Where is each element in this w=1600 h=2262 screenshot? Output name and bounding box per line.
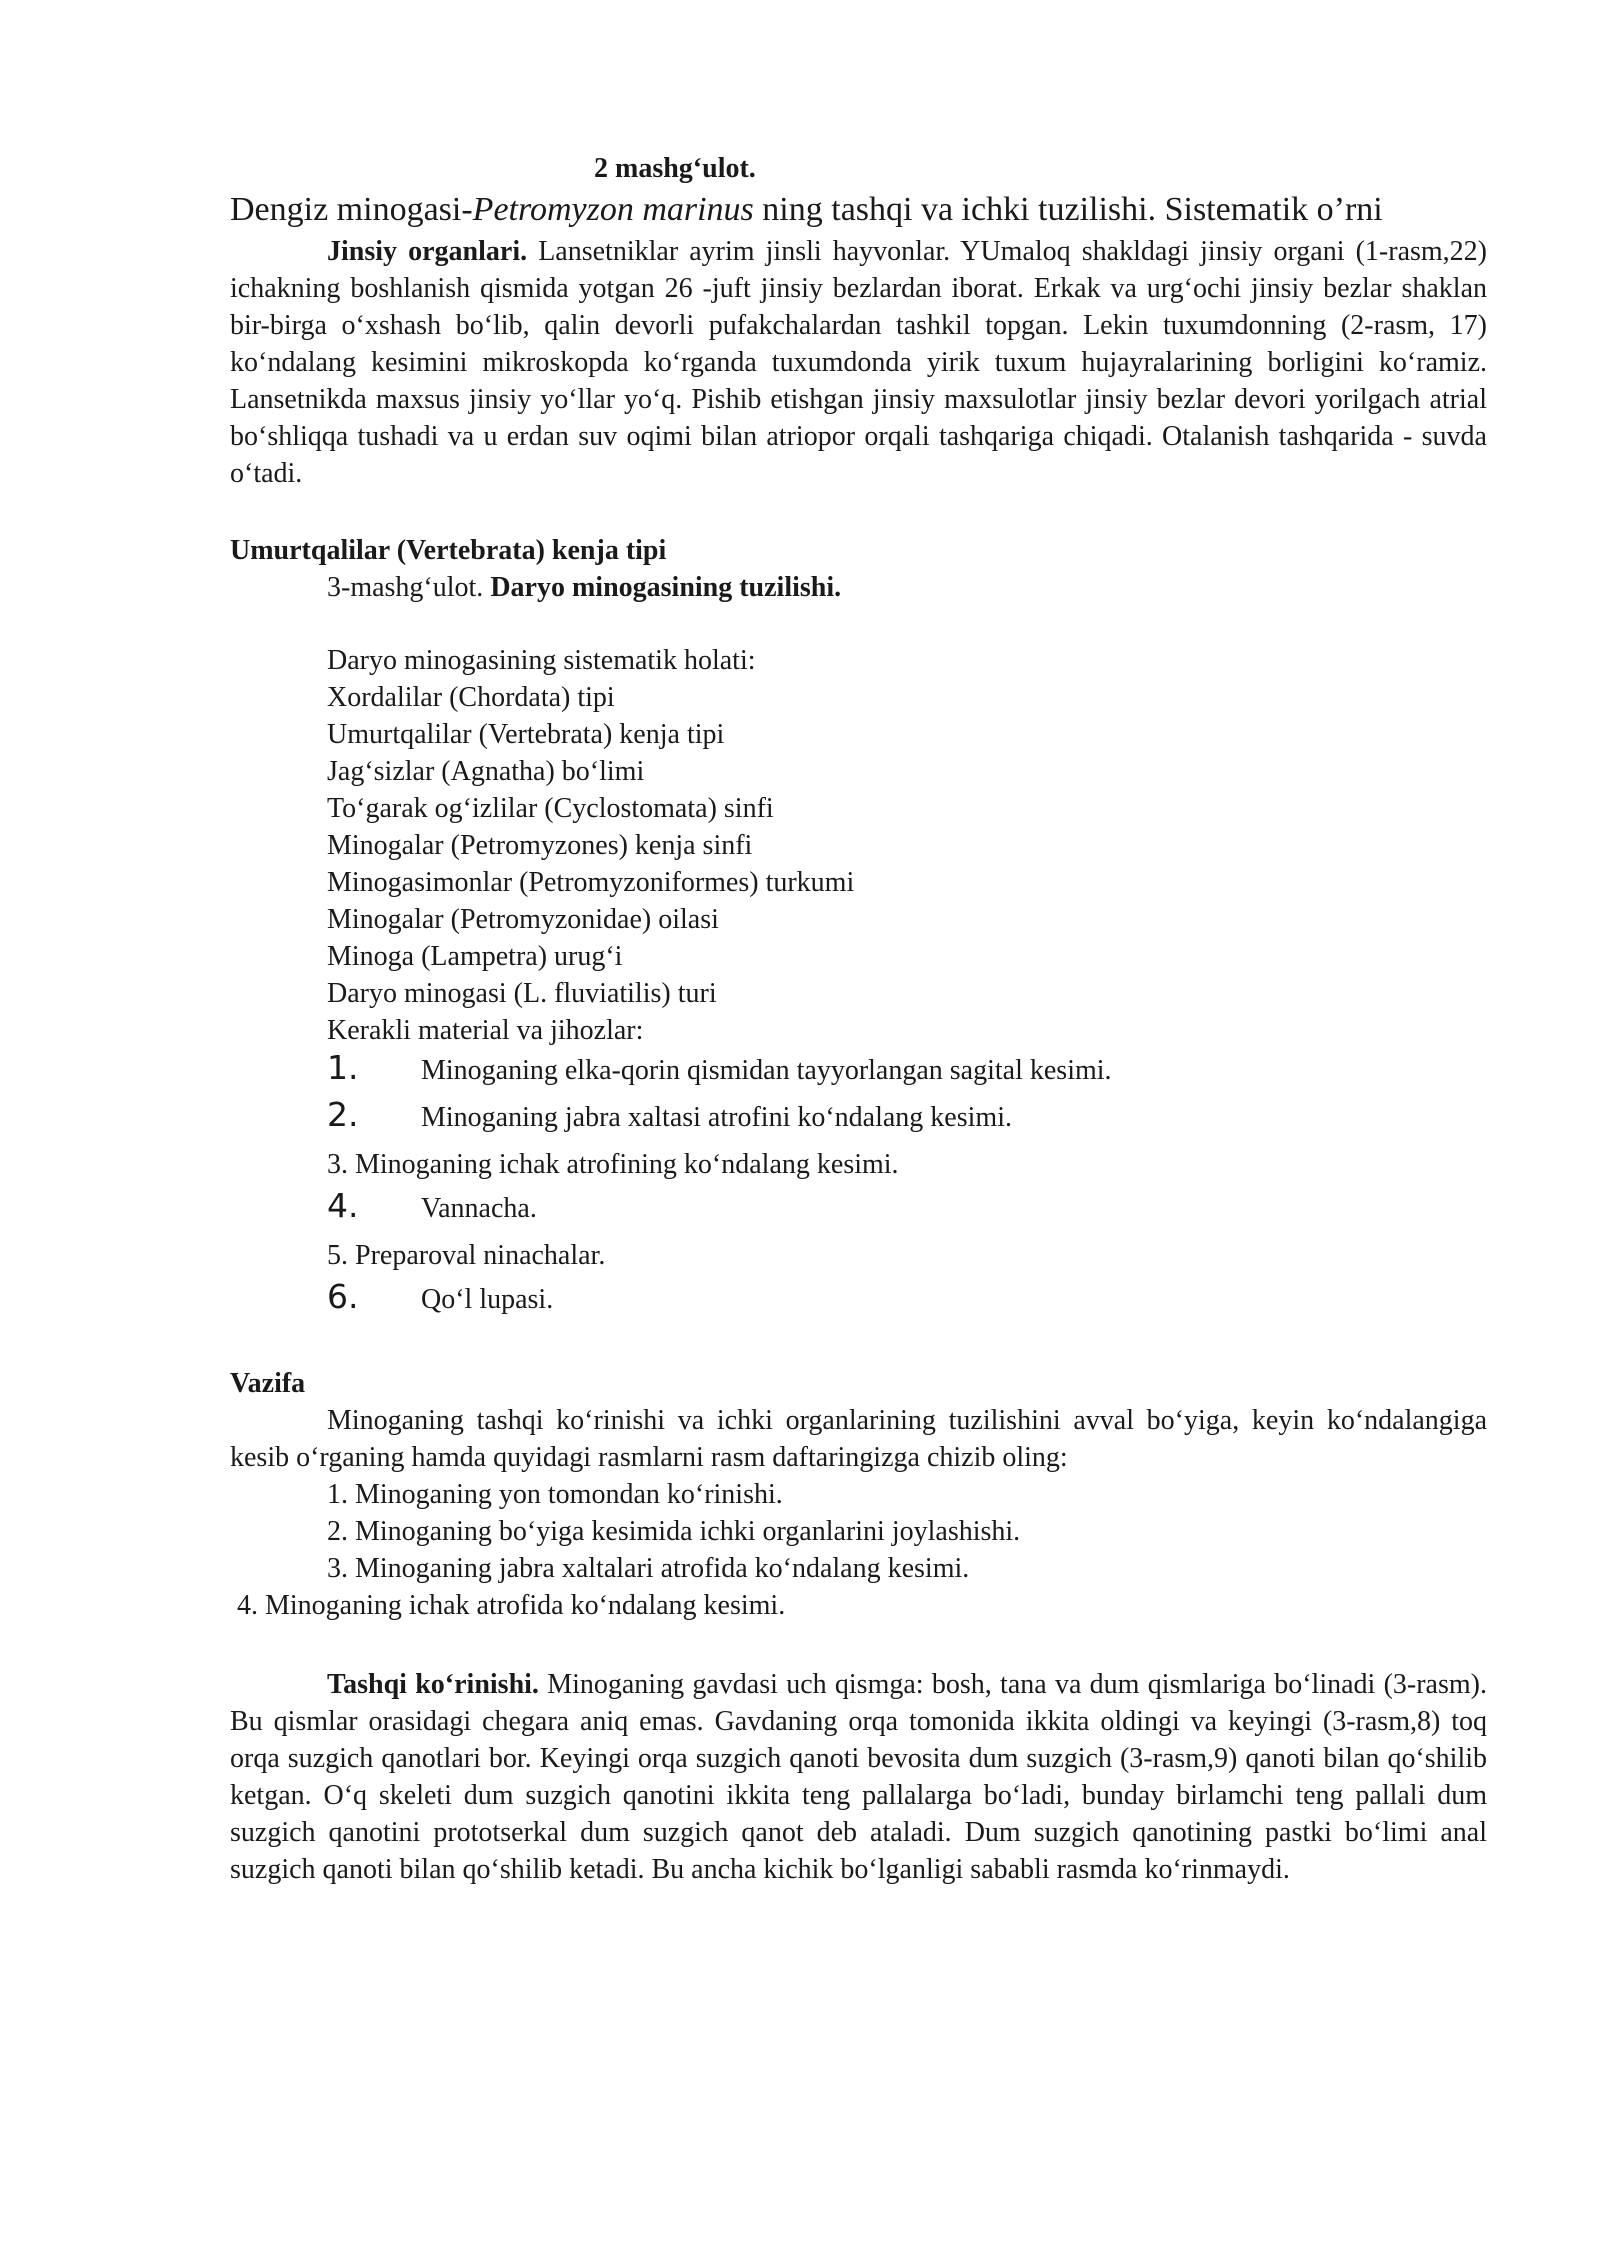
task-item: 1. Minoganing yon tomondan ko‘rinishi. bbox=[327, 1479, 783, 1510]
list-text: Qo‘l lupasi. bbox=[421, 1284, 554, 1315]
list-item: 5. Preparoval ninachalar. bbox=[327, 1240, 606, 1271]
systematics-line: Jag‘sizlar (Agnatha) bo‘limi bbox=[327, 756, 645, 787]
title-pre: Dengiz minogasi- bbox=[230, 191, 473, 228]
systematics-line: Umurtqalilar (Vertebrata) kenja tipi bbox=[327, 719, 725, 750]
task-item: 2. Minoganing bo‘yiga kesimida ichki organlarini joylashishi. bbox=[327, 1516, 1021, 1547]
systematics-list bbox=[230, 642, 1487, 1049]
systematics-line: To‘garak og‘izlilar (Cyclostomata) sinfi bbox=[327, 793, 774, 824]
systematics-line: Daryo minogasining sistematik holati: bbox=[327, 645, 756, 676]
lesson-3-prefix: 3-mashg‘ulot. bbox=[327, 572, 491, 603]
vazifa-heading bbox=[230, 1365, 1487, 1402]
lesson-3-title: Daryo minogasining tuzilishi. bbox=[490, 572, 842, 603]
lesson-2-heading: 2 mashg‘ulot. bbox=[594, 153, 756, 184]
list-item bbox=[327, 1096, 1487, 1143]
list-text: Minoganing jabra xaltasi atrofini ko‘ndalang kesimi. bbox=[421, 1102, 1012, 1133]
list-number: 6. bbox=[327, 1277, 359, 1316]
vertebrata-heading bbox=[230, 532, 1487, 569]
jinsiy-organlari-label: Jinsiy organlari. bbox=[327, 236, 528, 267]
list-text: Minoganing elka-qorin qismidan tayyorlangan sagital kesimi. bbox=[421, 1055, 1112, 1086]
tashqi-korinishi-paragraph bbox=[230, 1666, 1487, 1888]
list-item bbox=[327, 1278, 1487, 1325]
task-item: 3. Minoganing jabra xaltalari atrofida ko‘ndalang kesimi. bbox=[327, 1553, 970, 1584]
vazifa-heading-text: Vazifa bbox=[230, 1368, 306, 1399]
list-item bbox=[327, 1187, 1487, 1234]
list-number: 4. bbox=[327, 1186, 359, 1225]
list-item: 3. Minoganing ichak atrofining ko‘ndalang kesimi. bbox=[327, 1149, 899, 1180]
systematics-line: Minogalar (Petromyzonidae) oilasi bbox=[327, 904, 719, 935]
list-text: Vannacha. bbox=[421, 1193, 537, 1224]
tashqi-korinishi-text: Minoganing gavdasi uch qismga: bosh, tana va dum qismlariga bo‘linadi (3-rasm). Bu qismlar orasidagi chegara aniq emas. Gavdaning orqa tomonida ikkita oldingi va keyingi (3-rasm,8) toq orqa suzgich qanotlari bor. Keyingi orqa suzgich qanoti bevosita dum suzgich (3-rasm,9) qanoti bilan qo‘shilib ketgan. O‘q skeleti dum suzgich qanotini ikkita teng pallalarga bo‘ladi, bunday birlamchi teng pallali dum suzgich qanotini prototserkal dum suzgich qanot deb ataladi. Dum suzgich qanotining pastki bo‘limi anal suzgich qanoti bilan qo‘shilib ketadi. Bu ancha kichik bo‘lganligi sababli rasmda ko‘rinmaydi. bbox=[230, 1669, 1487, 1885]
jinsiy-organlari-paragraph bbox=[230, 233, 1487, 492]
systematics-line: Daryo minogasi (L. fluviatilis) turi bbox=[327, 978, 717, 1009]
vazifa-paragraph: Minoganing tashqi ko‘rinishi va ichki organlarining tuzilishini avval bo‘yiga, keyin ko‘ndalangiga kesib o‘rganing hamda quyidagi rasmlarni rasm daftaringizga chizib oling: bbox=[230, 1405, 1487, 1473]
lesson-2-title bbox=[230, 187, 1487, 233]
task-item: 4. Minoganing ichak atrofida ko‘ndalang kesimi. bbox=[230, 1590, 786, 1621]
systematics-line: Minogalar (Petromyzones) kenja sinfi bbox=[327, 830, 753, 861]
list-number: 2. bbox=[327, 1095, 359, 1134]
page-content bbox=[230, 150, 1487, 1888]
vazifa-tasks bbox=[230, 1476, 1487, 1587]
list-number: 1. bbox=[327, 1048, 359, 1087]
tashqi-korinishi-label: Tashqi ko‘rinishi. bbox=[327, 1669, 539, 1700]
title-italic-species: Petromyzon marinus bbox=[472, 191, 754, 228]
systematics-line: Minogasimonlar (Petromyzoniformes) turkumi bbox=[327, 867, 855, 898]
systematics-line: Xordalilar (Chordata) tipi bbox=[327, 682, 615, 713]
title-post: ning tashqi va ichki tuzilishi. Sistematik o’rni bbox=[753, 191, 1383, 228]
materials-heading: Kerakli material va jihozlar: bbox=[327, 1015, 644, 1046]
vertebrata-heading-text: Umurtqalilar (Vertebrata) kenja tipi bbox=[230, 535, 667, 566]
materials-list bbox=[230, 1049, 1487, 1325]
jinsiy-organlari-text: Lansetniklar ayrim jinsli hayvonlar. YUmaloq shakldagi jinsiy organi (1-rasm,22) ichakning boshlanish qismida yotgan 26 -juft jinsiy bezlardan iborat. Erkak va urg‘ochi jinsiy bezlar shaklan bir-birga o‘xshash bo‘lib, qalin devorli pufakchalardan tashkil topgan. Lekin tuxumdonning (2-rasm, 17) ko‘ndalang kesimini mikroskopda ko‘rganda tuxumdonda yirik tuxum hujayralarining borligini ko‘ramiz. Lansetnikda maxsus jinsiy yo‘llar yo‘q. Pishib etishgan jinsiy maxsulotlar jinsiy bezlar devori yorilgach atrial bo‘shliqqa tushadi va u erdan suv oqimi bilan atriopor orqali tashqariga chiqadi. Otalanish tashqarida - suvda o‘tadi. bbox=[230, 236, 1487, 489]
list-item bbox=[327, 1049, 1487, 1096]
lesson-3-heading bbox=[230, 569, 1487, 606]
systematics-line: Minoga (Lampetra) urug‘i bbox=[327, 941, 623, 972]
